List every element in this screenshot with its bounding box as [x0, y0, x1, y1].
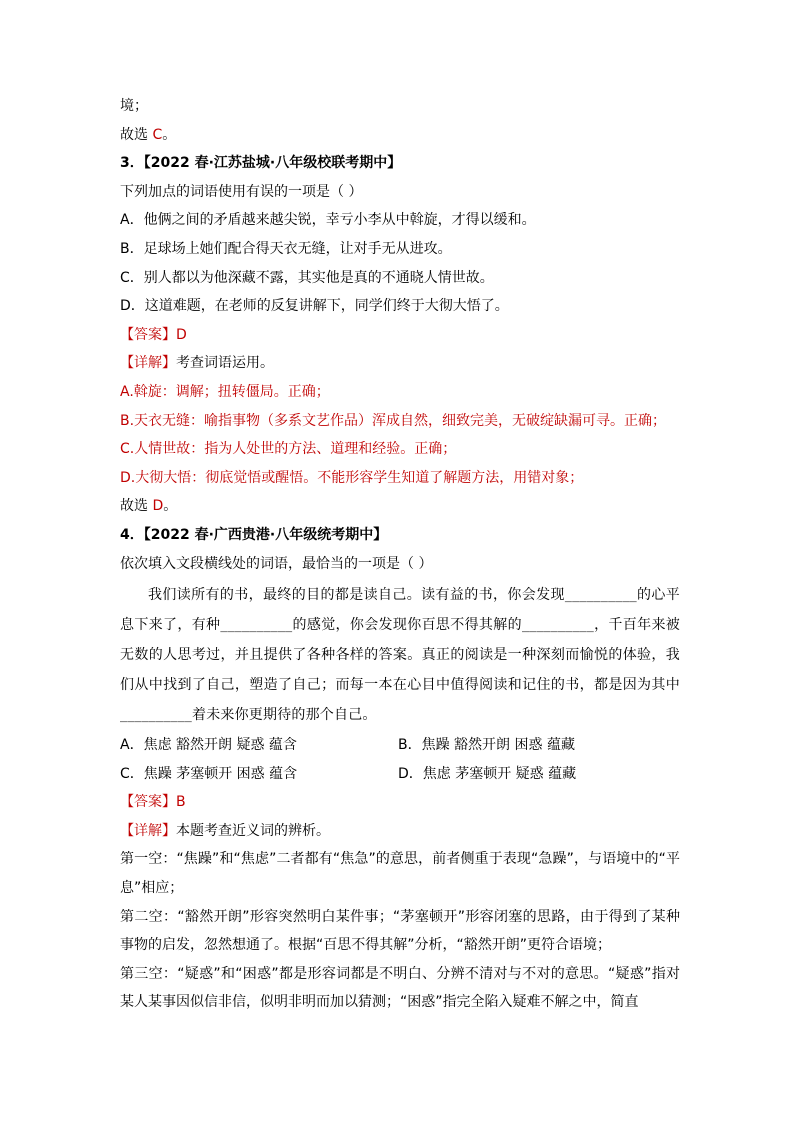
question-4-detail: 【详解】本题考查近义词的辨析。 [120, 822, 330, 839]
question-3-conclusion: 故选 D。 [120, 498, 178, 515]
question-3-prompt: 下列加点的词语使用有误的一项是（ ） [120, 183, 363, 200]
question-4-passage: 我们读所有的书，最终的目的都是读自己。读有益的书，你会发现__________的心平息下来了，有种__________的感觉，你会发现你百思不得其解的__________，千百年来被无数的人思考过，并且提供了各种各样的答案。真正的阅读是一种深刻而愉悦的体验，我们从中找到了自己，塑造了自己；而每一本在心目中值得阅读和记住的书，都是因为其中__________着未来你更期待的那个自己。 [120, 587, 680, 724]
question-4-header [120, 521, 680, 550]
question-4-blank-3: 第三空：“疑惑”和“困惑”都是形容词都是不明白、分辨不清对与不对的意思。“疑惑”指对某人某事因似信非信，似明非明而加以猜测；“困惑”指完全陷入疑难不解之中，简直 [120, 965, 680, 1011]
question-3-explanation-c: C.人情世故：指为人处世的方法、道理和经验。正确； [120, 441, 457, 458]
question-4-blank-2: 第二空：“豁然开朗”形容突然明白某件事；“茅塞顿开”形容闭塞的思路，由于得到了某种事物的启发，忽然想通了。根据“百思不得其解”分析，“豁然开朗”更符合语境； [120, 908, 680, 954]
question-3-option-a: A．他俩之间的矛盾越来越尖锐，幸亏小李从中斡旋，才得以缓和。 [120, 212, 536, 229]
question-3-source: 【2022 春·江苏盐城·八年级校联考期中】 [143, 155, 402, 172]
prev-answer-letter: C [152, 126, 163, 143]
prev-conclusion: 故选 C。 [120, 126, 177, 143]
question-3-option-b: B．足球场上她们配合得天衣无缝，让对手无从进攻。 [120, 240, 452, 257]
prev-answer-tail: 境； [120, 98, 148, 114]
question-4-option-a: A．焦虑 豁然开朗 疑惑 蕴含 [120, 737, 297, 754]
question-3-explanation-a: A.斡旋：调解；扭转僵局。正确； [120, 383, 330, 400]
question-4-options-row-1 [120, 731, 680, 760]
question-4-prompt: 依次填入文段横线处的词语，最恰当的一项是（ ） [120, 555, 433, 572]
question-3-option-c: C．别人都以为他深藏不露，其实他是真的不通晓人情世故。 [120, 269, 494, 286]
question-3-detail: 【详解】考查词语运用。 [120, 355, 274, 372]
question-3-header [120, 149, 680, 178]
question-3-explanation-b: B.天衣无缝：喻指事物（多系文艺作品）浑成自然，细致完美，无破绽缺漏可寻。正确； [120, 412, 667, 429]
question-4-source: 【2022 春·广西贵港·八年级统考期中】 [143, 526, 388, 543]
question-4-option-d: D．焦虑 茅塞顿开 疑惑 蕴藏 [398, 765, 577, 782]
question-4-options-row-2 [120, 760, 680, 789]
question-4-option-c: C．焦躁 茅塞顿开 困惑 蕴含 [120, 765, 298, 782]
question-4-blank-1: 第一空：“焦躁”和“焦虑”二者都有“焦急”的意思，前者侧重于表现“急躁”，与语境中的“平息”相应； [120, 851, 680, 897]
document-content [120, 92, 680, 1017]
question-4-answer: 【答案】B [120, 794, 186, 811]
question-3-explanation-d: D.大彻大悟：彻底觉悟或醒悟。不能形容学生知道了解题方法，用错对象； [120, 469, 584, 486]
question-4-option-b: B．焦躁 豁然开朗 困惑 蕴藏 [398, 737, 575, 754]
question-3-answer: 【答案】D [120, 326, 187, 343]
question-3-option-d: D．这道难题，在老师的反复讲解下，同学们终于大彻大悟了。 [120, 298, 509, 315]
question-3-number: 3． [120, 155, 144, 172]
question-4-number: 4． [120, 526, 144, 543]
